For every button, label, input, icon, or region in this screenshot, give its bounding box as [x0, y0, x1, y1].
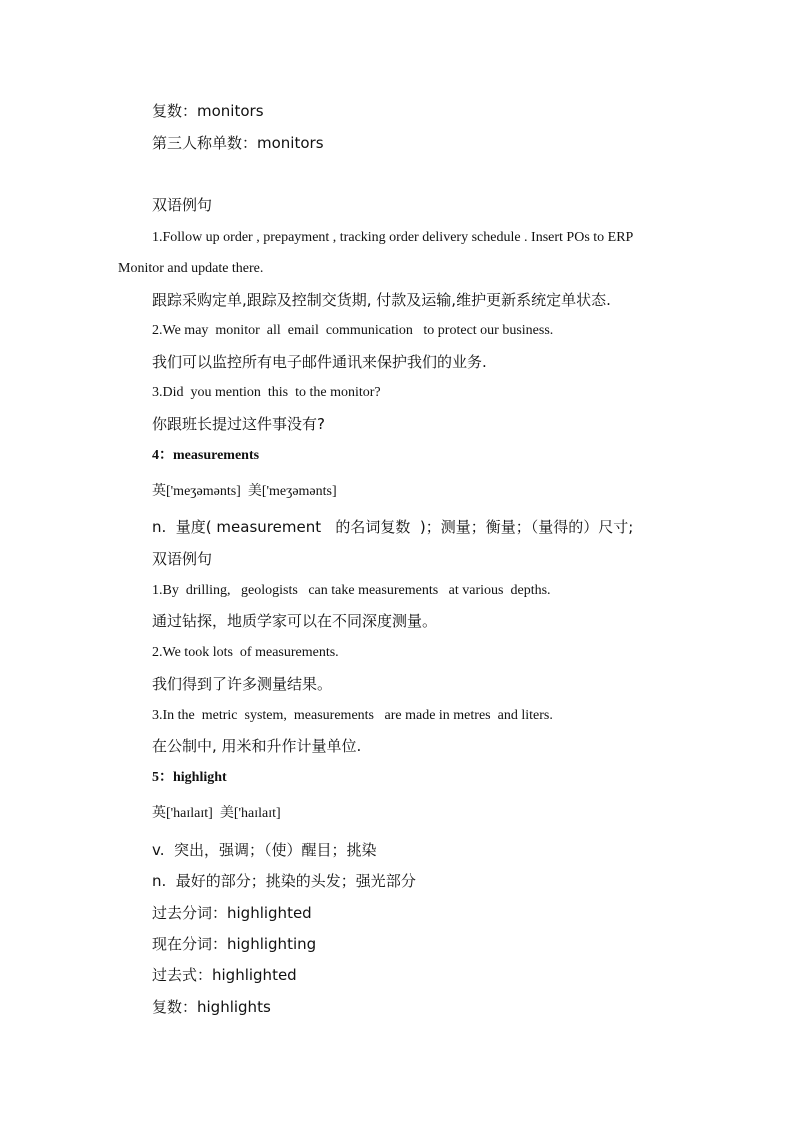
example-sentence-en: 3.In the metric system, measurements are made in metres and liters.	[152, 708, 553, 723]
example-sentence-en: 3.Did you mention this to the monitor?	[152, 385, 381, 400]
present-participle-line: 现在分词：highlighting	[152, 935, 317, 953]
example-sentence-cn: 我们得到了许多测量结果。	[152, 675, 333, 693]
word-heading: 5：highlight	[152, 770, 227, 785]
pronunciation-line: 英['meʒəmənts] 美['meʒəmənts]	[152, 484, 337, 499]
section-heading: 双语例句	[152, 550, 213, 568]
example-sentence-cn: 通过钻探，地质学家可以在不同深度测量。	[152, 612, 438, 630]
plural-line: 复数：monitors	[152, 102, 264, 120]
example-sentence-cn: 在公制中, 用米和升作计量单位.	[152, 737, 362, 755]
past-tense-line: 过去式：highlighted	[152, 966, 297, 984]
section-heading: 双语例句	[152, 196, 213, 214]
past-participle-line: 过去分词：highlighted	[152, 904, 312, 922]
pronunciation-line: 英['haɪlaɪt] 美['haɪlaɪt]	[152, 806, 281, 821]
example-sentence-en: 2.We took lots of measurements.	[152, 645, 339, 660]
plural-line: 复数：highlights	[152, 998, 271, 1016]
word-heading: 4：measurements	[152, 448, 260, 463]
example-sentence-cn: 跟踪采购定单,跟踪及控制交货期, 付款及运输,维护更新系统定单状态.	[152, 291, 611, 309]
definition-line: n. 最好的部分；挑染的头发；强光部分	[152, 872, 416, 890]
example-sentence-en: 2.We may monitor all email communication to protect our business.	[152, 323, 554, 338]
example-sentence-cn: 你跟班长提过这件事没有?	[152, 415, 325, 433]
definition-line: v. 突出，强调；（使）醒目；挑染	[152, 841, 377, 859]
example-sentence-en: 1.Follow up order , prepayment , tracking order delivery schedule . Insert POs to ERP Monitor and update there.	[118, 230, 633, 276]
third-person-singular-line: 第三人称单数：monitors	[152, 134, 324, 152]
example-sentence-en: 1.By drilling, geologists can take measurements at various depths.	[152, 583, 551, 598]
example-sentence-cn: 我们可以监控所有电子邮件通讯来保护我们的业务.	[152, 353, 487, 371]
definition-line: n. 量度( measurement 的名词复数 )；测量；衡量；（量得的）尺寸;	[152, 518, 634, 536]
